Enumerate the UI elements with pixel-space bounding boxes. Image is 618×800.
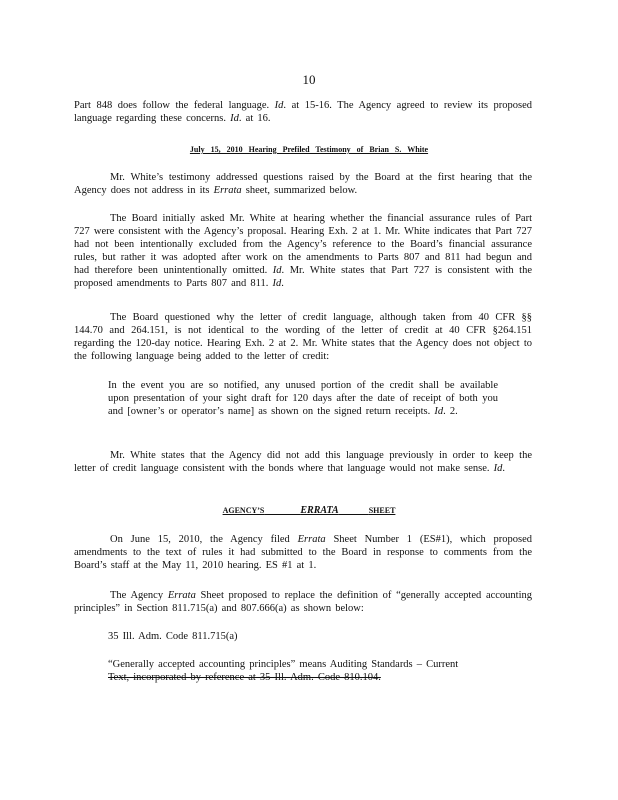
paragraph-white-intro [74,171,532,197]
citation-id: Id [272,265,282,276]
errata-term: Errata [213,185,242,196]
text: SHEET [368,506,396,515]
struck-text: Text, incorporated by reference at 35 Ill. Adm. Code 810.104. [108,672,381,683]
text: sheet, summarized below. [245,185,358,196]
text: On June 15, 2010, the Agency filed [110,534,290,545]
code-reference: 35 Ill. Adm. Code 811.715(a) [108,631,238,642]
text: The Agency [110,590,164,601]
paragraph-intro [74,99,532,125]
text: . [281,278,284,289]
paragraph-white-close [74,449,532,475]
text: The Board initially asked Mr. White at hearing whether the financial assurance rules of Part 727 were consistent with the Agency’s proposal. Hearing Exh. 2 at 1. Mr. White indicates that Part 727 had not been intentionally excluded from the Agency’s reference to the Board’s financial assurance rules, but rather it was adopted after work on the amendments to Parts 807 and 811 had begun and had therefore been unintentionally omitted. [74,213,532,276]
text: AGENCY’S [222,506,265,515]
section-heading-errata-sheet [0,505,618,516]
section-heading-white-testimony: July 15, 2010 Hearing Prefiled Testimony of Brian S. White [189,145,429,154]
text: Sheet Number 1 (ES#1), which proposed amendments to the text of rules it had submitted to the Board in response to comments from the Board’s staff at the May 11, 2010 hearing. ES #1 at 1. [74,534,532,571]
citation-id: Id [274,100,284,111]
text: . at 16. [238,113,271,124]
text: . 2. [443,406,458,417]
text: Sheet proposed to replace the definition of “generally accepted accounting principles” in Section 811.715(a) and 807.666(a) as shown below: [74,590,533,614]
paragraph-gaap-definition [74,589,532,615]
text: In the event you are so notified, any unused portion of the credit shall be available upon presentation of your sight draft for 120 days after the date of receipt of both you and [owner’s or operator’s name] as shown on the signed return receipts. [108,380,498,417]
citation-id: Id [493,463,503,474]
citation-id: Id [272,278,282,289]
errata-term: Errata [297,534,326,545]
text: Mr. White’s testimony addressed questions raised by the Board at the first hearing that the Agency does not address in its [74,172,532,196]
paragraph-errata-sheet-1 [74,533,532,572]
definition-text [108,658,508,684]
errata-term: ERRATA [300,505,339,516]
citation-id: Id [434,406,444,417]
text: Mr. White states that the Agency did not add this language previously in order to keep the letter of credit language consistent with the bonds where that language would not make sense. [74,450,532,474]
errata-term: Errata [167,590,196,601]
page-number: 10 [302,72,316,87]
text: The Board questioned why the letter of credit language, although taken from 40 CFR §§ 144.70 and 264.151, is not identical to the wording of the letter of credit at 40 CFR §264.151 regarding the 120-day notice. Hearing Exh. 2 at 2. Mr. White states that the Agency does not object to the following language being added to the letter of credit: [74,312,532,362]
paragraph-letter-of-credit [74,311,532,363]
text: . Mr. White states that Part 727 is consistent with the proposed amendments to Parts 807 and 811. [74,265,533,289]
paragraph-part-727 [74,212,532,290]
citation-id: Id [230,113,239,124]
text: . at 15-16. The Agency agreed to review its proposed language regarding these concerns. [74,100,532,124]
block-quote-credit [108,379,498,418]
text: Part 848 does follow the federal language. [74,100,270,111]
text: “Generally accepted accounting principles” means Auditing Standards – Current [108,659,459,670]
text: . [502,463,506,474]
